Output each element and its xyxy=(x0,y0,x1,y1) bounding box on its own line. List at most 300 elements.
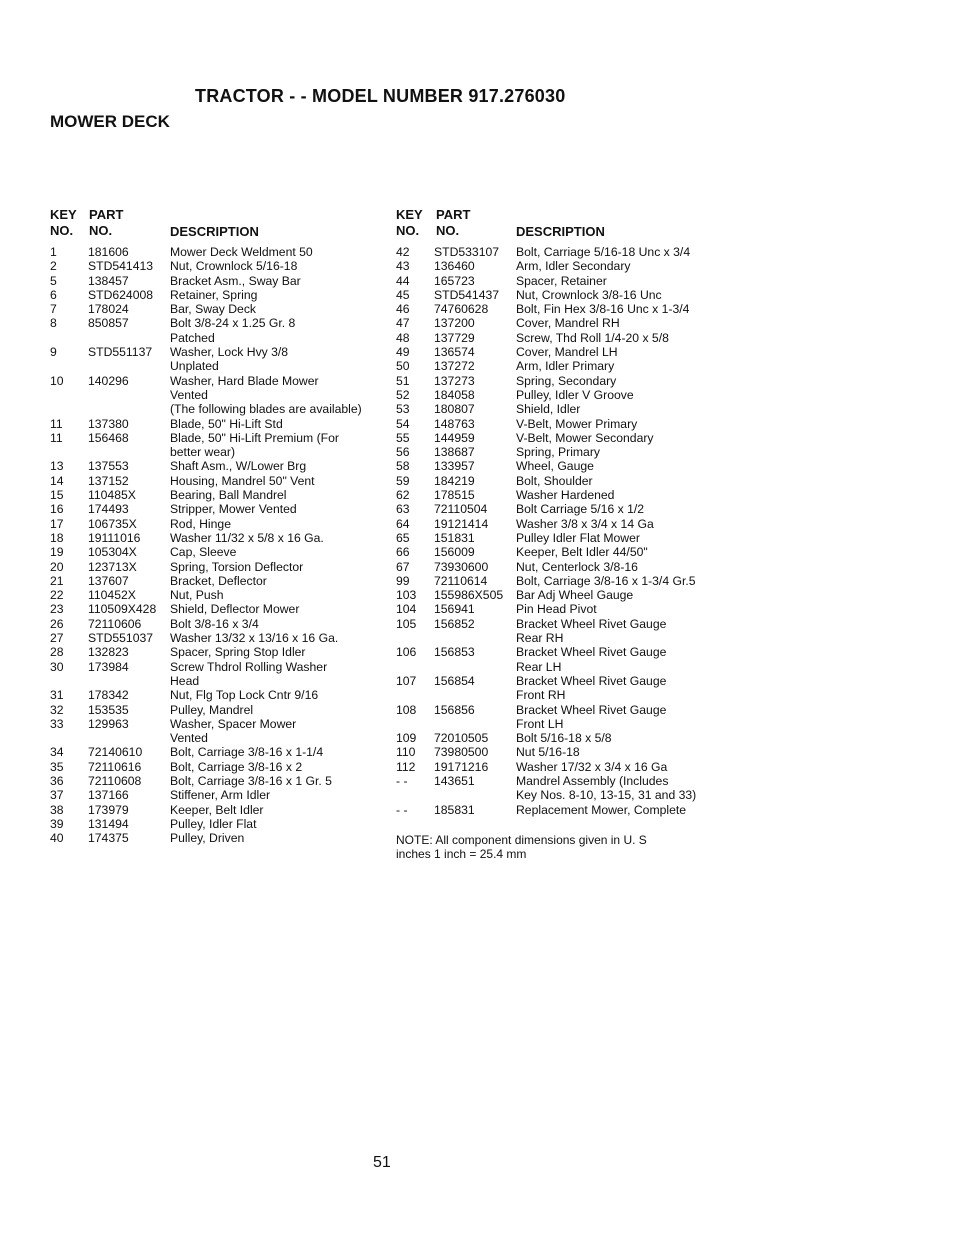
part-header-line2: NO. xyxy=(89,223,113,238)
part-description: Bolt, Carriage 3/8-16 x 1 Gr. 5 xyxy=(170,773,332,788)
part-description: Washer 11/32 x 5/8 x 16 Ga. xyxy=(170,530,324,545)
key-number: 44 xyxy=(396,273,410,288)
part-description: Bolt, Carriage 3/8-16 x 1-1/4 xyxy=(170,745,324,760)
part-number: 144959 xyxy=(434,430,475,445)
part-description: Nut, Crownlock 5/16-18 xyxy=(170,259,298,274)
part-description: Bolt Carriage 5/16 x 1/2 xyxy=(516,502,645,517)
part-number: 184058 xyxy=(434,387,475,402)
dimensions-note xyxy=(396,833,696,862)
parts-row xyxy=(396,417,726,431)
parts-row xyxy=(396,517,726,531)
part-number: 140296 xyxy=(88,373,129,388)
key-number: 106 xyxy=(396,645,417,660)
part-number: 72110606 xyxy=(88,616,142,631)
part-description: Arm, Idler Primary xyxy=(516,359,615,374)
part-description: Bolt 3/8-24 x 1.25 Gr. 8 Patched xyxy=(170,316,296,345)
part-description: Cover, Mandrel RH xyxy=(516,316,620,331)
parts-row xyxy=(50,817,385,831)
key-number: 34 xyxy=(50,745,64,760)
parts-row xyxy=(50,345,385,374)
parts-row xyxy=(396,703,726,732)
part-number: 72140610 xyxy=(88,745,143,760)
parts-row xyxy=(396,588,726,602)
part-number: 156856 xyxy=(434,702,475,717)
part-description: Nut 5/16-18 xyxy=(516,745,580,760)
parts-row xyxy=(396,745,726,759)
parts-row xyxy=(50,602,385,616)
parts-row xyxy=(50,788,385,802)
part-number: 19111016 xyxy=(88,530,141,545)
parts-row xyxy=(396,359,726,373)
parts-row xyxy=(50,760,385,774)
part-number: 137553 xyxy=(88,459,129,474)
part-description: Screw, Thd Roll 1/4-20 x 5/8 xyxy=(516,330,669,345)
part-description: Bar Adj Wheel Gauge xyxy=(516,588,634,603)
key-number: 17 xyxy=(50,516,64,531)
part-description: Spring, Secondary xyxy=(516,373,617,388)
parts-row xyxy=(50,374,385,417)
parts-row xyxy=(50,545,385,559)
page-number: 51 xyxy=(373,1154,391,1171)
part-number: 137729 xyxy=(434,330,475,345)
part-description: Bolt, Shoulder xyxy=(516,473,593,488)
part-number: 19171216 xyxy=(434,759,489,774)
key-number: 47 xyxy=(396,316,410,331)
part-description: Washer, Spacer Mower Vented xyxy=(170,716,297,746)
parts-row xyxy=(396,617,726,646)
key-number: 50 xyxy=(396,359,410,374)
parts-row xyxy=(396,316,726,330)
parts-row xyxy=(50,645,385,659)
part-number: 110509X428 xyxy=(88,602,157,617)
part-description: Bearing, Ball Mandrel xyxy=(170,488,287,503)
key-number: 51 xyxy=(396,373,410,388)
parts-row xyxy=(50,274,385,288)
parts-row xyxy=(50,660,385,689)
key-number: - - xyxy=(396,773,408,788)
key-number: 21 xyxy=(50,573,64,588)
part-number: 155986X505 xyxy=(434,588,504,603)
part-description: Bolt 3/8-16 x 3/4 xyxy=(170,616,259,631)
parts-row xyxy=(396,402,726,416)
parts-row xyxy=(50,688,385,702)
parts-row xyxy=(396,274,726,288)
key-number: - - xyxy=(396,802,408,817)
key-number: 105 xyxy=(396,616,417,631)
part-number: 138687 xyxy=(434,445,475,460)
parts-row xyxy=(50,459,385,473)
part-number: 184219 xyxy=(434,473,475,488)
parts-row xyxy=(396,302,726,316)
parts-row xyxy=(50,745,385,759)
key-number: 67 xyxy=(396,559,410,574)
parts-row xyxy=(396,674,726,703)
parts-row xyxy=(50,488,385,502)
parts-row xyxy=(50,431,385,460)
key-number: 42 xyxy=(396,245,410,259)
key-number: 112 xyxy=(396,759,416,774)
right-table-header xyxy=(396,207,726,245)
parts-row xyxy=(50,574,385,588)
key-number: 14 xyxy=(50,473,64,488)
key-number: 5 xyxy=(50,273,57,288)
right-parts-table xyxy=(396,207,726,817)
parts-row xyxy=(50,588,385,602)
parts-row xyxy=(50,803,385,817)
key-number: 16 xyxy=(50,502,64,517)
part-description: Blade, 50" Hi-Lift Premium (For better wear) xyxy=(170,430,339,460)
part-description: Mandrel Assembly (Includes Key Nos. 8-10, 13-15, 31 and 33) xyxy=(516,773,697,803)
parts-row xyxy=(396,345,726,359)
key-number: 1 xyxy=(50,245,57,259)
key-number: 7 xyxy=(50,302,57,317)
part-description: Bolt, Carriage 5/16-18 Unc x 3/4 xyxy=(516,245,691,259)
part-description: Bolt, Carriage 3/8-16 x 1-3/4 Gr.5 xyxy=(516,573,696,588)
parts-row xyxy=(396,574,726,588)
key-number: 66 xyxy=(396,545,410,560)
part-description: Bolt, Carriage 3/8-16 x 2 xyxy=(170,759,303,774)
parts-row xyxy=(396,331,726,345)
part-number: STD624008 xyxy=(88,287,154,302)
part-number: STD541413 xyxy=(88,259,154,274)
part-number: 156009 xyxy=(434,545,475,560)
key-number: 107 xyxy=(396,673,417,688)
key-number: 10 xyxy=(50,373,64,388)
part-description: Bar, Sway Deck xyxy=(170,302,257,317)
key-number: 19 xyxy=(50,545,64,560)
part-number: 136574 xyxy=(434,345,475,360)
key-number: 39 xyxy=(50,816,64,831)
key-number: 11 xyxy=(50,430,63,445)
part-description: Bracket Asm., Sway Bar xyxy=(170,273,301,288)
parts-row xyxy=(396,502,726,516)
part-description: Bolt 5/16-18 x 5/8 xyxy=(516,731,612,746)
key-number: 38 xyxy=(50,802,64,817)
part-description: Spring, Primary xyxy=(516,445,600,460)
part-number: 180807 xyxy=(434,402,475,417)
left-parts-rows xyxy=(50,245,385,845)
part-number: 136460 xyxy=(434,259,475,274)
part-number: 19121414 xyxy=(434,516,489,531)
part-description: Bracket Wheel Rivet Gauge Front LH xyxy=(516,702,667,731)
key-number: 99 xyxy=(396,573,410,588)
part-description: Cap, Sleeve xyxy=(170,545,237,560)
part-number: 143651 xyxy=(434,773,475,788)
part-description: Keeper, Belt Idler 44/50" xyxy=(516,545,648,560)
key-number: 54 xyxy=(396,416,410,431)
key-number: 30 xyxy=(50,659,64,674)
part-description: Spring, Torsion Deflector xyxy=(170,559,304,574)
part-description: Pulley Idler Flat Mower xyxy=(516,530,640,545)
key-number: 36 xyxy=(50,773,64,788)
part-description: Bracket, Deflector xyxy=(170,573,267,588)
key-number: 48 xyxy=(396,330,410,345)
part-number: 138457 xyxy=(88,273,129,288)
key-number: 46 xyxy=(396,302,410,317)
part-number: 73930600 xyxy=(434,559,489,574)
parts-row xyxy=(396,760,726,774)
part-number: 72110608 xyxy=(88,773,142,788)
parts-row xyxy=(50,703,385,717)
key-number: 108 xyxy=(396,702,417,717)
key-number: 62 xyxy=(396,488,410,503)
key-header-line2: NO. xyxy=(50,223,74,238)
part-number: 133957 xyxy=(434,459,475,474)
part-number: 174493 xyxy=(88,502,129,517)
key-number: 53 xyxy=(396,402,410,417)
part-description: V-Belt, Mower Secondary xyxy=(516,430,654,445)
key-number: 55 xyxy=(396,430,410,445)
right-parts-rows xyxy=(396,245,726,817)
parts-row xyxy=(396,245,726,259)
parts-row xyxy=(50,316,385,345)
part-description: Bolt, Fin Hex 3/8-16 Unc x 1-3/4 xyxy=(516,302,690,317)
key-number: 33 xyxy=(50,716,64,731)
part-number: 106735X xyxy=(88,516,137,531)
left-parts-table xyxy=(50,207,385,845)
part-number: 178515 xyxy=(434,488,475,503)
part-description: Bracket Wheel Rivet Gauge Rear RH xyxy=(516,616,667,646)
part-description: Arm, Idler Secondary xyxy=(516,259,631,274)
part-number: 105304X xyxy=(88,545,137,560)
part-description: Wheel, Gauge xyxy=(516,459,594,474)
key-number: 8 xyxy=(50,316,57,331)
part-number: 129963 xyxy=(88,716,129,731)
part-number: 137166 xyxy=(88,788,129,803)
part-description: Spacer, Spring Stop Idler xyxy=(170,645,306,660)
key-number: 40 xyxy=(50,831,64,846)
parts-row xyxy=(50,517,385,531)
part-number: 73980500 xyxy=(434,745,489,760)
part-number: 132823 xyxy=(88,645,129,660)
part-number: 156853 xyxy=(434,645,475,660)
part-description: Spacer, Retainer xyxy=(516,273,607,288)
key-number: 37 xyxy=(50,788,64,803)
part-number: 173984 xyxy=(88,659,129,674)
key-number: 20 xyxy=(50,559,64,574)
part-description: Retainer, Spring xyxy=(170,287,258,302)
part-number: 156468 xyxy=(88,430,129,445)
parts-row xyxy=(396,560,726,574)
parts-row xyxy=(396,445,726,459)
part-header-line2: NO. xyxy=(436,223,460,238)
parts-row xyxy=(50,717,385,746)
part-description: Shield, Deflector Mower xyxy=(170,602,300,617)
part-number: STD551137 xyxy=(88,345,153,360)
part-description: Shield, Idler xyxy=(516,402,581,417)
parts-row xyxy=(50,417,385,431)
part-description: Washer 3/8 x 3/4 x 14 Ga xyxy=(516,516,654,531)
key-number: 15 xyxy=(50,488,64,503)
parts-row xyxy=(396,431,726,445)
part-number: 137272 xyxy=(434,359,475,374)
parts-row xyxy=(396,602,726,616)
parts-row xyxy=(50,631,385,645)
key-number: 52 xyxy=(396,387,410,402)
key-header-line1: KEY xyxy=(50,207,77,222)
parts-row xyxy=(396,731,726,745)
part-description: Pulley, Idler Flat xyxy=(170,816,257,831)
key-number: 49 xyxy=(396,345,410,360)
part-number: 174375 xyxy=(88,831,129,846)
page-title: TRACTOR - - MODEL NUMBER 917.276030 xyxy=(195,86,566,106)
section-title: MOWER DECK xyxy=(50,112,170,131)
key-number: 45 xyxy=(396,287,410,302)
part-number: 181606 xyxy=(88,245,129,259)
part-number: 156852 xyxy=(434,616,475,631)
key-number: 23 xyxy=(50,602,64,617)
part-description: Replacement Mower, Complete xyxy=(516,802,687,817)
part-number: 156854 xyxy=(434,673,475,688)
parts-row xyxy=(50,774,385,788)
description-header: DESCRIPTION xyxy=(516,224,605,239)
part-number: 137273 xyxy=(434,373,475,388)
part-description: Nut, Crownlock 3/8-16 Unc xyxy=(516,287,662,302)
part-description: Rod, Hinge xyxy=(170,516,231,531)
part-number: 123713X xyxy=(88,559,137,574)
part-description: Cover, Mandrel LH xyxy=(516,345,618,360)
key-number: 27 xyxy=(50,631,64,646)
key-number: 9 xyxy=(50,345,57,360)
part-number: 148763 xyxy=(434,416,475,431)
part-number: 72110504 xyxy=(434,502,488,517)
parts-row xyxy=(50,531,385,545)
part-number: 178342 xyxy=(88,688,129,703)
key-number: 109 xyxy=(396,731,417,746)
parts-row xyxy=(396,474,726,488)
part-number: 110452X xyxy=(88,588,136,603)
part-number: 137200 xyxy=(434,316,475,331)
key-number: 2 xyxy=(50,259,57,274)
key-number: 103 xyxy=(396,588,417,603)
left-table-header xyxy=(50,207,385,245)
parts-row xyxy=(396,288,726,302)
part-description: Nut, Centerlock 3/8-16 xyxy=(516,559,638,574)
part-description: Stripper, Mower Vented xyxy=(170,502,297,517)
part-description: Bracket Wheel Rivet Gauge Rear LH xyxy=(516,645,667,674)
part-description: Pulley, Mandrel xyxy=(170,702,254,717)
key-number: 59 xyxy=(396,473,410,488)
part-description: Bracket Wheel Rivet Gauge Front RH xyxy=(516,673,667,703)
part-description: Washer 13/32 x 13/16 x 16 Ga. xyxy=(170,631,339,646)
key-number: 35 xyxy=(50,759,64,774)
key-header-line2: NO. xyxy=(396,223,420,238)
parts-row xyxy=(50,302,385,316)
part-number: 72110614 xyxy=(434,573,488,588)
part-number: 165723 xyxy=(434,273,475,288)
part-description: Keeper, Belt Idler xyxy=(170,802,264,817)
parts-row xyxy=(396,803,726,817)
key-number: 43 xyxy=(396,259,410,274)
part-description: Nut, Flg Top Lock Cntr 9/16 xyxy=(170,688,319,703)
part-description: Pulley, Idler V Groove xyxy=(516,387,634,402)
part-number: 153535 xyxy=(88,702,129,717)
parts-row xyxy=(50,288,385,302)
part-number: STD551037 xyxy=(88,631,154,646)
part-number: 72110616 xyxy=(88,759,142,774)
part-number: 137607 xyxy=(88,573,129,588)
part-description: Stiffener, Arm Idler xyxy=(170,788,271,803)
key-number: 31 xyxy=(50,688,64,703)
part-header-line1: PART xyxy=(436,207,471,222)
parts-row xyxy=(50,831,385,845)
parts-row xyxy=(396,374,726,388)
part-description: V-Belt, Mower Primary xyxy=(516,416,638,431)
key-number: 28 xyxy=(50,645,64,660)
part-header-line1: PART xyxy=(89,207,124,222)
part-number: 178024 xyxy=(88,302,129,317)
note-line: inches 1 inch = 25.4 mm xyxy=(396,847,527,862)
parts-row xyxy=(396,459,726,473)
parts-row xyxy=(396,545,726,559)
part-number: 185831 xyxy=(434,802,475,817)
part-number: STD533107 xyxy=(434,245,500,259)
part-number: 72010505 xyxy=(434,731,489,746)
part-description: Housing, Mandrel 50" Vent xyxy=(170,473,315,488)
part-number: 74760628 xyxy=(434,302,489,317)
part-description: Nut, Push xyxy=(170,588,224,603)
part-number: 131494 xyxy=(88,816,129,831)
key-number: 13 xyxy=(50,459,64,474)
part-number: 137152 xyxy=(88,473,129,488)
part-description: Washer 17/32 x 3/4 x 16 Ga xyxy=(516,759,668,774)
key-number: 26 xyxy=(50,616,64,631)
parts-row xyxy=(396,259,726,273)
part-number: 850857 xyxy=(88,316,129,331)
parts-row xyxy=(50,502,385,516)
key-number: 22 xyxy=(50,588,64,603)
parts-row xyxy=(396,531,726,545)
key-number: 6 xyxy=(50,287,57,302)
part-number: 156941 xyxy=(434,602,475,617)
parts-row xyxy=(396,774,726,803)
key-number: 11 xyxy=(50,416,63,431)
key-header-line1: KEY xyxy=(396,207,423,222)
parts-row xyxy=(50,474,385,488)
part-description: Pulley, Driven xyxy=(170,831,245,846)
part-description: Screw Thdrol Rolling Washer Head xyxy=(170,659,328,688)
key-number: 64 xyxy=(396,516,410,531)
parts-row xyxy=(396,388,726,402)
note-line: NOTE: All component dimensions given in U. S xyxy=(396,833,647,847)
part-description: Washer Hardened xyxy=(516,488,615,503)
key-number: 65 xyxy=(396,530,410,545)
parts-row xyxy=(50,617,385,631)
key-number: 110 xyxy=(396,745,416,760)
part-number: STD541437 xyxy=(434,287,500,302)
parts-row xyxy=(50,245,385,259)
part-number: 151831 xyxy=(434,530,475,545)
part-description: Shaft Asm., W/Lower Brg xyxy=(170,459,307,474)
part-description: Blade, 50" Hi-Lift Std xyxy=(170,416,283,431)
key-number: 56 xyxy=(396,445,410,460)
parts-row xyxy=(396,645,726,674)
part-number: 173979 xyxy=(88,802,129,817)
parts-row xyxy=(396,488,726,502)
key-number: 18 xyxy=(50,530,64,545)
part-description: Washer, Hard Blade Mower Vented (The following blades are available) xyxy=(170,373,362,417)
part-description: Mower Deck Weldment 50 xyxy=(170,245,313,259)
parts-row xyxy=(50,560,385,574)
key-number: 58 xyxy=(396,459,410,474)
key-number: 32 xyxy=(50,702,64,717)
part-number: 137380 xyxy=(88,416,129,431)
key-number: 63 xyxy=(396,502,410,517)
part-description: Pin Head Pivot xyxy=(516,602,597,617)
description-header: DESCRIPTION xyxy=(170,224,259,239)
key-number: 104 xyxy=(396,602,417,617)
part-number: 110485X xyxy=(88,488,136,503)
